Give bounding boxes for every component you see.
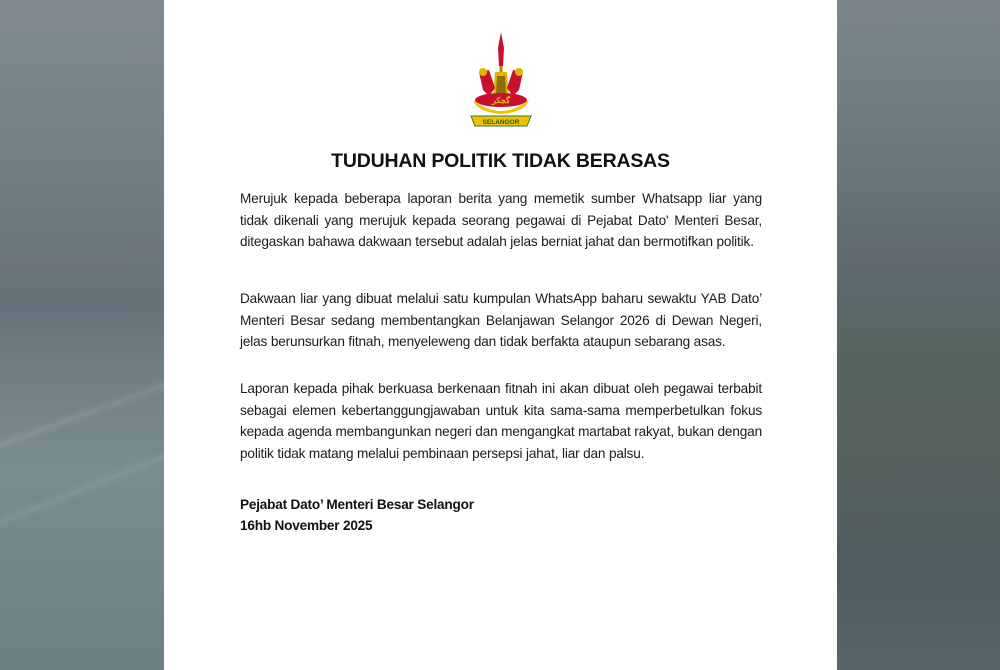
signature-office: Pejabat Dato’ Menteri Besar Selangor — [240, 497, 474, 512]
background-left-panel — [0, 0, 164, 670]
statement-paragraph-1: Merujuk kepada beberapa laporan berita yang memetik sumber Whatsapp liar yang tidak dikenali yang merujuk kepada seorang pegawai di Pejabat Dato' Menteri Besar, ditegaskan bahawa dakwaan tersebut adalah jelas berniat jahat dan bermotifkan politik. — [240, 191, 762, 249]
statement-paragraph-2: Dakwaan liar yang dibuat melalui satu kumpulan WhatsApp baharu sewaktu YAB Dato’ Menteri Besar sedang membentangkan Belanjawan Selangor 2026 di Dewan Negeri, jelas berunsurkan fitnah, menyeleweng dan tidak berfakta ataupun sebarang asas. — [240, 291, 762, 349]
selangor-state-crest-icon — [465, 30, 537, 130]
signature-block — [240, 494, 474, 536]
background-right-panel — [837, 0, 1000, 670]
svg-text:SELANGOR: SELANGOR — [482, 119, 520, 126]
statement-title: TUDUHAN POLITIK TIDAK BERASAS — [331, 150, 670, 172]
signature-date: 16hb November 2025 — [240, 518, 373, 533]
press-statement-page — [164, 0, 837, 670]
svg-text:ﮔﺠﻜﺮ: ﮔﺠﻜﺮ — [492, 96, 510, 105]
statement-paragraph-3: Laporan kepada pihak berkuasa berkenaan fitnah ini akan dibuat oleh pegawai terbabit sebagai elemen kebertanggungjawaban untuk kita sama-sama memperbetulkan fokus kepada agenda membangunkan negeri dan mengangkat martabat rakyat, bukan dengan politik tidak matang melalui pembinaan persepsi jahat, liar dan palsu. — [240, 381, 762, 461]
